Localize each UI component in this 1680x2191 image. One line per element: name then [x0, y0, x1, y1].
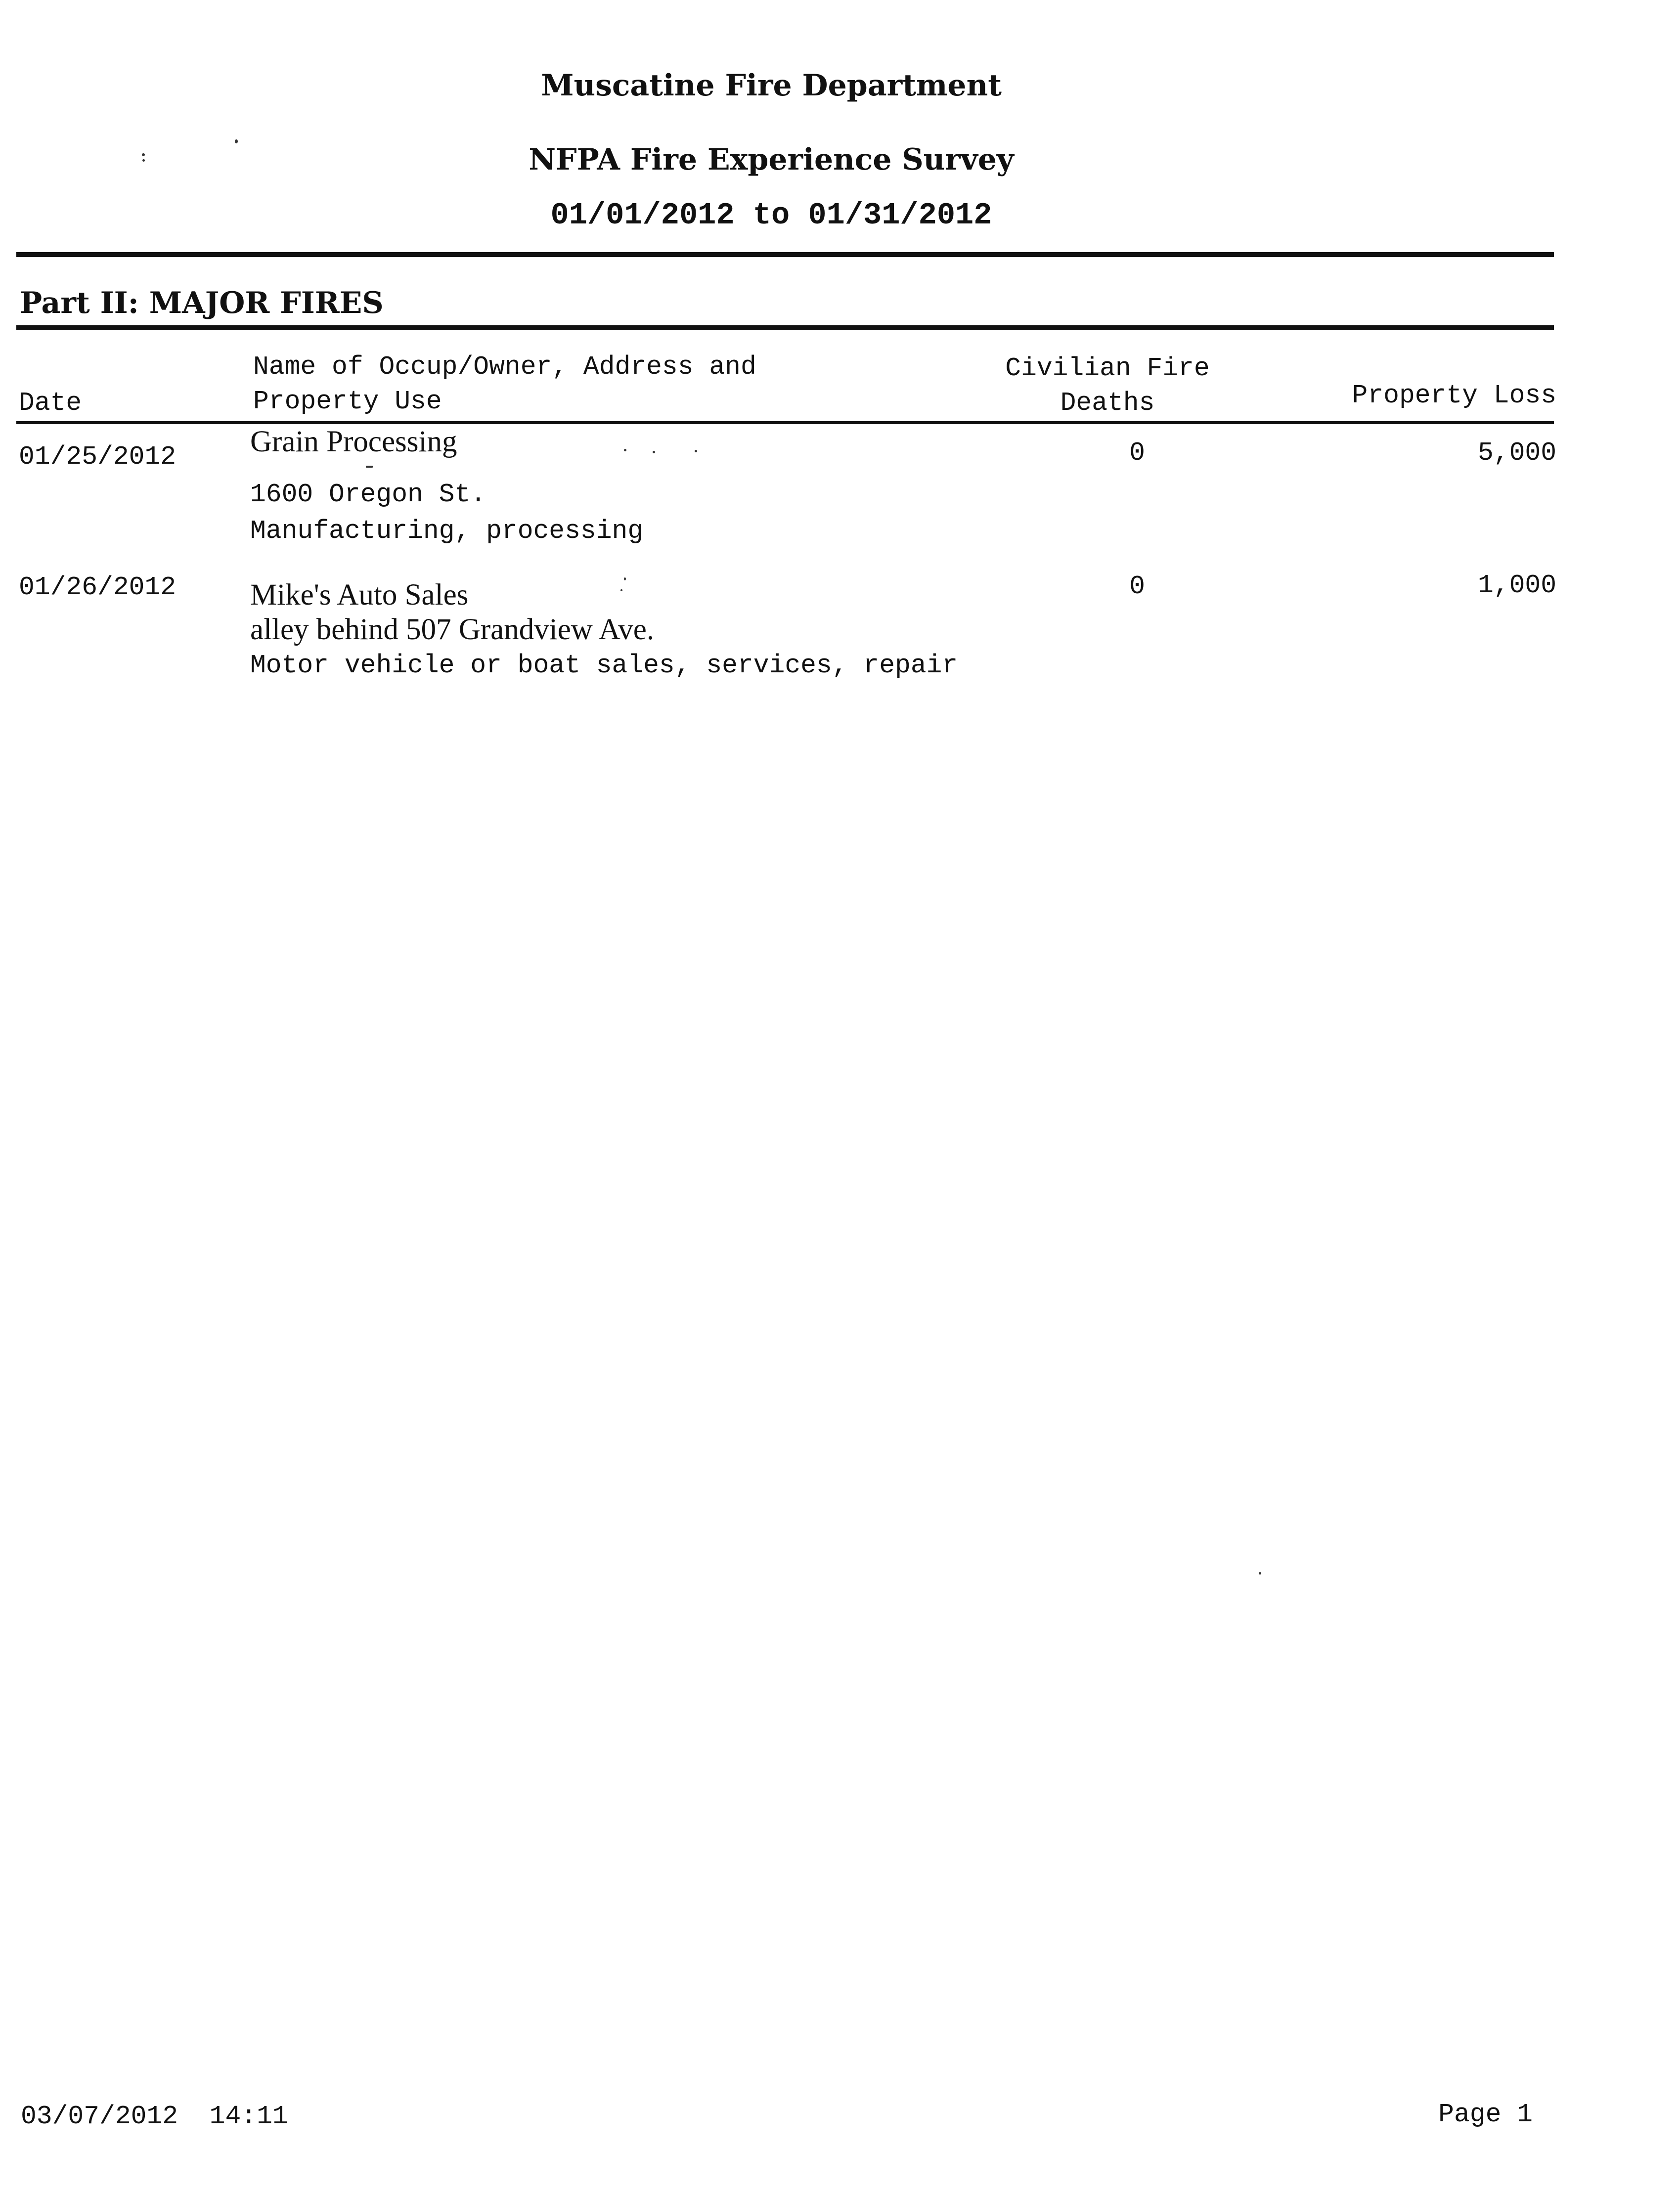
scan-speck — [142, 153, 145, 156]
row-property-use: Motor vehicle or boat sales, services, repair — [250, 651, 958, 680]
scan-speck — [695, 450, 697, 452]
date-range: 01/01/2012 to 01/31/2012 — [550, 198, 992, 233]
department-title: Muscatine Fire Department — [541, 68, 1002, 103]
column-header-property-loss: Property Loss — [1352, 381, 1556, 410]
scan-speck — [366, 466, 373, 468]
scan-speck — [624, 449, 626, 451]
row-date: 01/25/2012 — [19, 442, 177, 472]
scan-speck — [142, 159, 145, 162]
column-header-deaths — [969, 351, 1246, 420]
header-divider — [16, 252, 1554, 257]
column-header-name-line1: Name of Occup/Owner, Address and — [253, 352, 756, 382]
section-title: Part II: MAJOR FIRES — [20, 286, 384, 320]
column-header-deaths-line2: Deaths — [1060, 388, 1155, 418]
row-property-loss: 5,000 — [1477, 438, 1556, 468]
table-header-divider — [16, 421, 1554, 424]
row-address: 1600 Oregon St. — [250, 480, 486, 509]
print-timestamp: 03/07/2012 14:11 — [21, 2102, 288, 2131]
row-property-loss: 1,000 — [1477, 570, 1556, 600]
scan-speck — [235, 139, 238, 143]
row-address: alley behind 507 Grandview Ave. — [250, 613, 655, 646]
scan-speck — [653, 451, 655, 453]
column-header-name-line2: Property Use — [253, 387, 442, 416]
section-divider — [16, 325, 1554, 330]
column-header-deaths-line1: Civilian Fire — [1005, 353, 1210, 383]
column-header-date: Date — [19, 388, 82, 418]
row-occupant-name: Grain Processing — [250, 425, 457, 458]
scan-speck — [1259, 1572, 1261, 1575]
row-date: 01/26/2012 — [19, 572, 177, 602]
row-civilian-deaths: 0 — [1129, 438, 1145, 468]
page-number: Page 1 — [1438, 2100, 1533, 2129]
survey-title: NFPA Fire Experience Survey — [529, 142, 1014, 177]
row-property-use: Manufacturing, processing — [250, 516, 644, 546]
column-header-name — [253, 350, 756, 419]
scan-speck — [624, 577, 626, 580]
row-civilian-deaths: 0 — [1129, 571, 1145, 601]
scan-speck — [620, 589, 622, 591]
row-occupant-name: Mike's Auto Sales — [250, 578, 469, 612]
